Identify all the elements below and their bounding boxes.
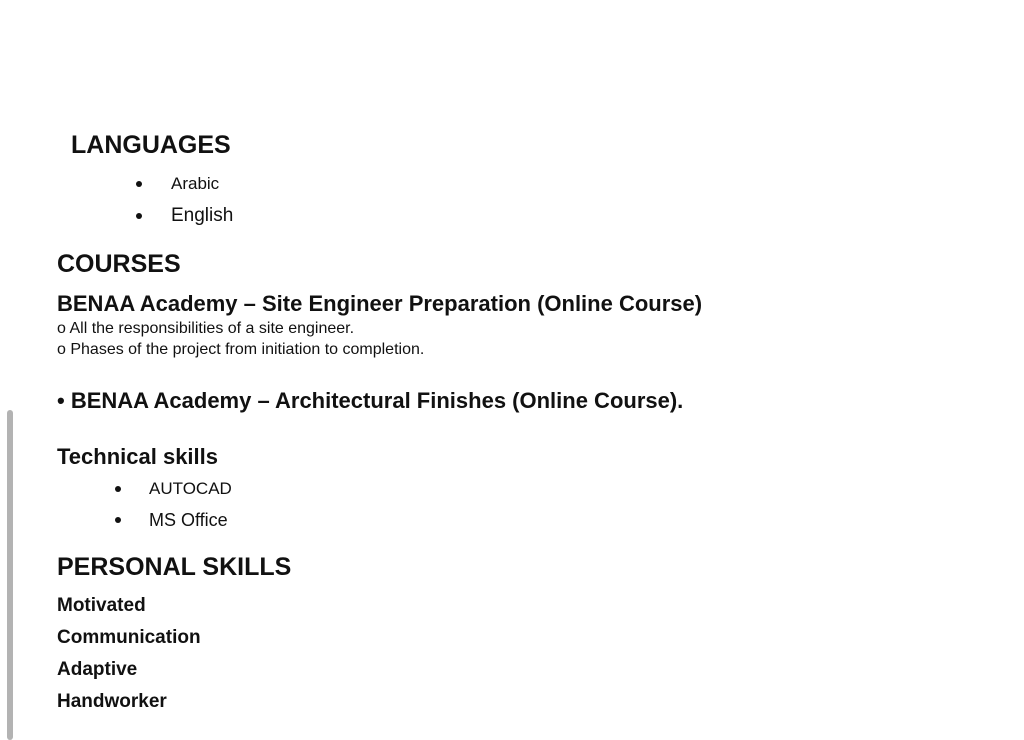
bullet-icon — [136, 181, 142, 187]
technical-skills-heading: Technical skills — [57, 444, 219, 469]
scrollbar[interactable] — [7, 410, 13, 740]
personal-skill-communication: Communication — [57, 627, 201, 648]
personal-skill-handworker: Handworker — [57, 691, 167, 712]
technical-skill-autocad: AUTOCAD — [149, 479, 232, 498]
list-item — [115, 509, 228, 531]
bullet-icon — [115, 486, 121, 492]
technical-skill-ms-office: MS Office — [149, 509, 228, 530]
course-title-architectural-finishes: • BENAA Academy – Architectural Finishes (Online Course). — [57, 388, 684, 413]
bullet-icon — [115, 517, 121, 523]
course-title-site-engineer: BENAA Academy – Site Engineer Preparation (Online Course) — [57, 291, 703, 316]
list-item — [115, 478, 232, 500]
bullet-icon — [136, 213, 142, 219]
course-point-1: o All the responsibilities of a site engineer. — [57, 320, 355, 337]
courses-heading: COURSES — [57, 250, 181, 278]
personal-skill-motivated: Motivated — [57, 595, 146, 616]
personal-skill-adaptive: Adaptive — [57, 659, 138, 680]
list-item — [136, 205, 233, 227]
languages-heading: LANGUAGES — [71, 131, 231, 159]
list-item — [136, 173, 219, 195]
personal-skills-heading: PERSONAL SKILLS — [57, 553, 292, 581]
language-item-arabic: Arabic — [171, 174, 220, 193]
course-point-2: o Phases of the project from initiation to completion. — [57, 341, 425, 358]
language-item-english: English — [171, 205, 234, 226]
